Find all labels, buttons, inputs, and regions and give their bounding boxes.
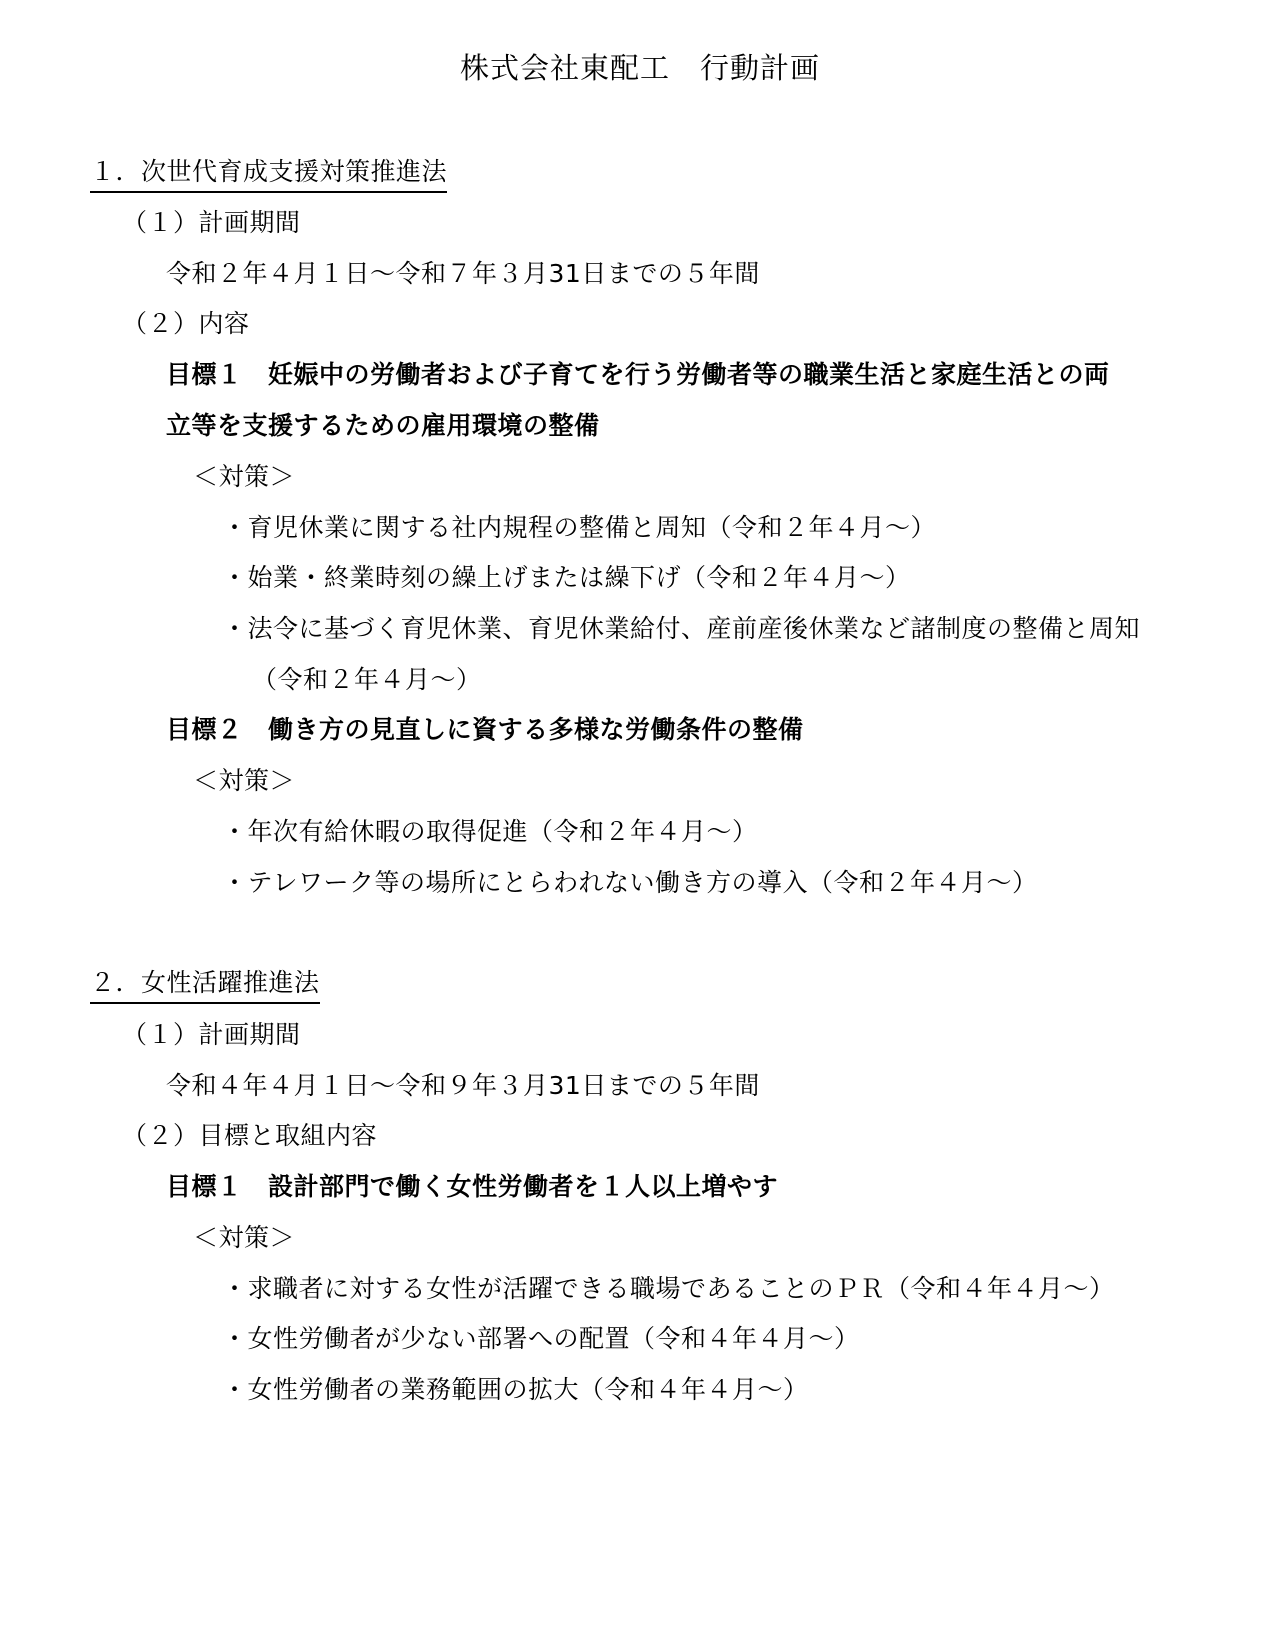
- goal-title-1-1: 目標１ 妊娠中の労働者および子育てを行う労働者等の職業生活と家庭生活との両: [166, 360, 1110, 389]
- content-label-2: （２）目標と取組内容: [122, 1121, 378, 1150]
- measures-label-1-1: ＜対策＞: [193, 462, 296, 491]
- measures-label-2-1: ＜対策＞: [193, 1223, 296, 1252]
- measure-item: ・年次有給休暇の取得促進（令和２年４月～）: [222, 817, 758, 846]
- period-label-1: （１）計画期間: [122, 208, 301, 237]
- measure-item: ・法令に基づく育児休業、育児休業給付、産前産後休業など諸制度の整備と周知: [222, 614, 1141, 643]
- document-title: 株式会社東配工 行動計画: [459, 51, 820, 85]
- measure-item: ・テレワーク等の場所にとらわれない働き方の導入（令和２年４月～）: [222, 868, 1038, 897]
- content-label-1: （２）内容: [122, 309, 250, 338]
- measure-item: ・女性労働者の業務範囲の拡大（令和４年４月～）: [222, 1375, 809, 1404]
- goal-title-1-1-cont: 立等を支援するための雇用環境の整備: [166, 411, 600, 440]
- measure-item: ・求職者に対する女性が活躍できる職場であることのＰＲ（令和４年４月～）: [222, 1274, 1115, 1303]
- measure-item: ・始業・終業時刻の繰上げまたは繰下げ（令和２年４月～）: [222, 563, 911, 592]
- period-text-2: 令和４年４月１日～令和９年３月31日までの５年間: [166, 1071, 760, 1100]
- section-heading-1: １．次世代育成支援対策推進法: [90, 155, 447, 193]
- measures-label-1-2: ＜対策＞: [193, 766, 296, 795]
- section-heading-2: ２．女性活躍推進法: [90, 966, 320, 1004]
- measure-item: ・女性労働者が少ない部署への配置（令和４年４月～）: [222, 1324, 860, 1353]
- goal-title-1-2: 目標２ 働き方の見直しに資する多様な労働条件の整備: [166, 715, 804, 744]
- period-label-2: （１）計画期間: [122, 1020, 301, 1049]
- measure-item-cont: （令和２年４月～）: [252, 665, 482, 694]
- goal-title-2-1: 目標１ 設計部門で働く女性労働者を１人以上増やす: [166, 1172, 779, 1201]
- measure-item: ・育児休業に関する社内規程の整備と周知（令和２年４月～）: [222, 513, 937, 542]
- period-text-1: 令和２年４月１日～令和７年３月31日までの５年間: [166, 259, 760, 288]
